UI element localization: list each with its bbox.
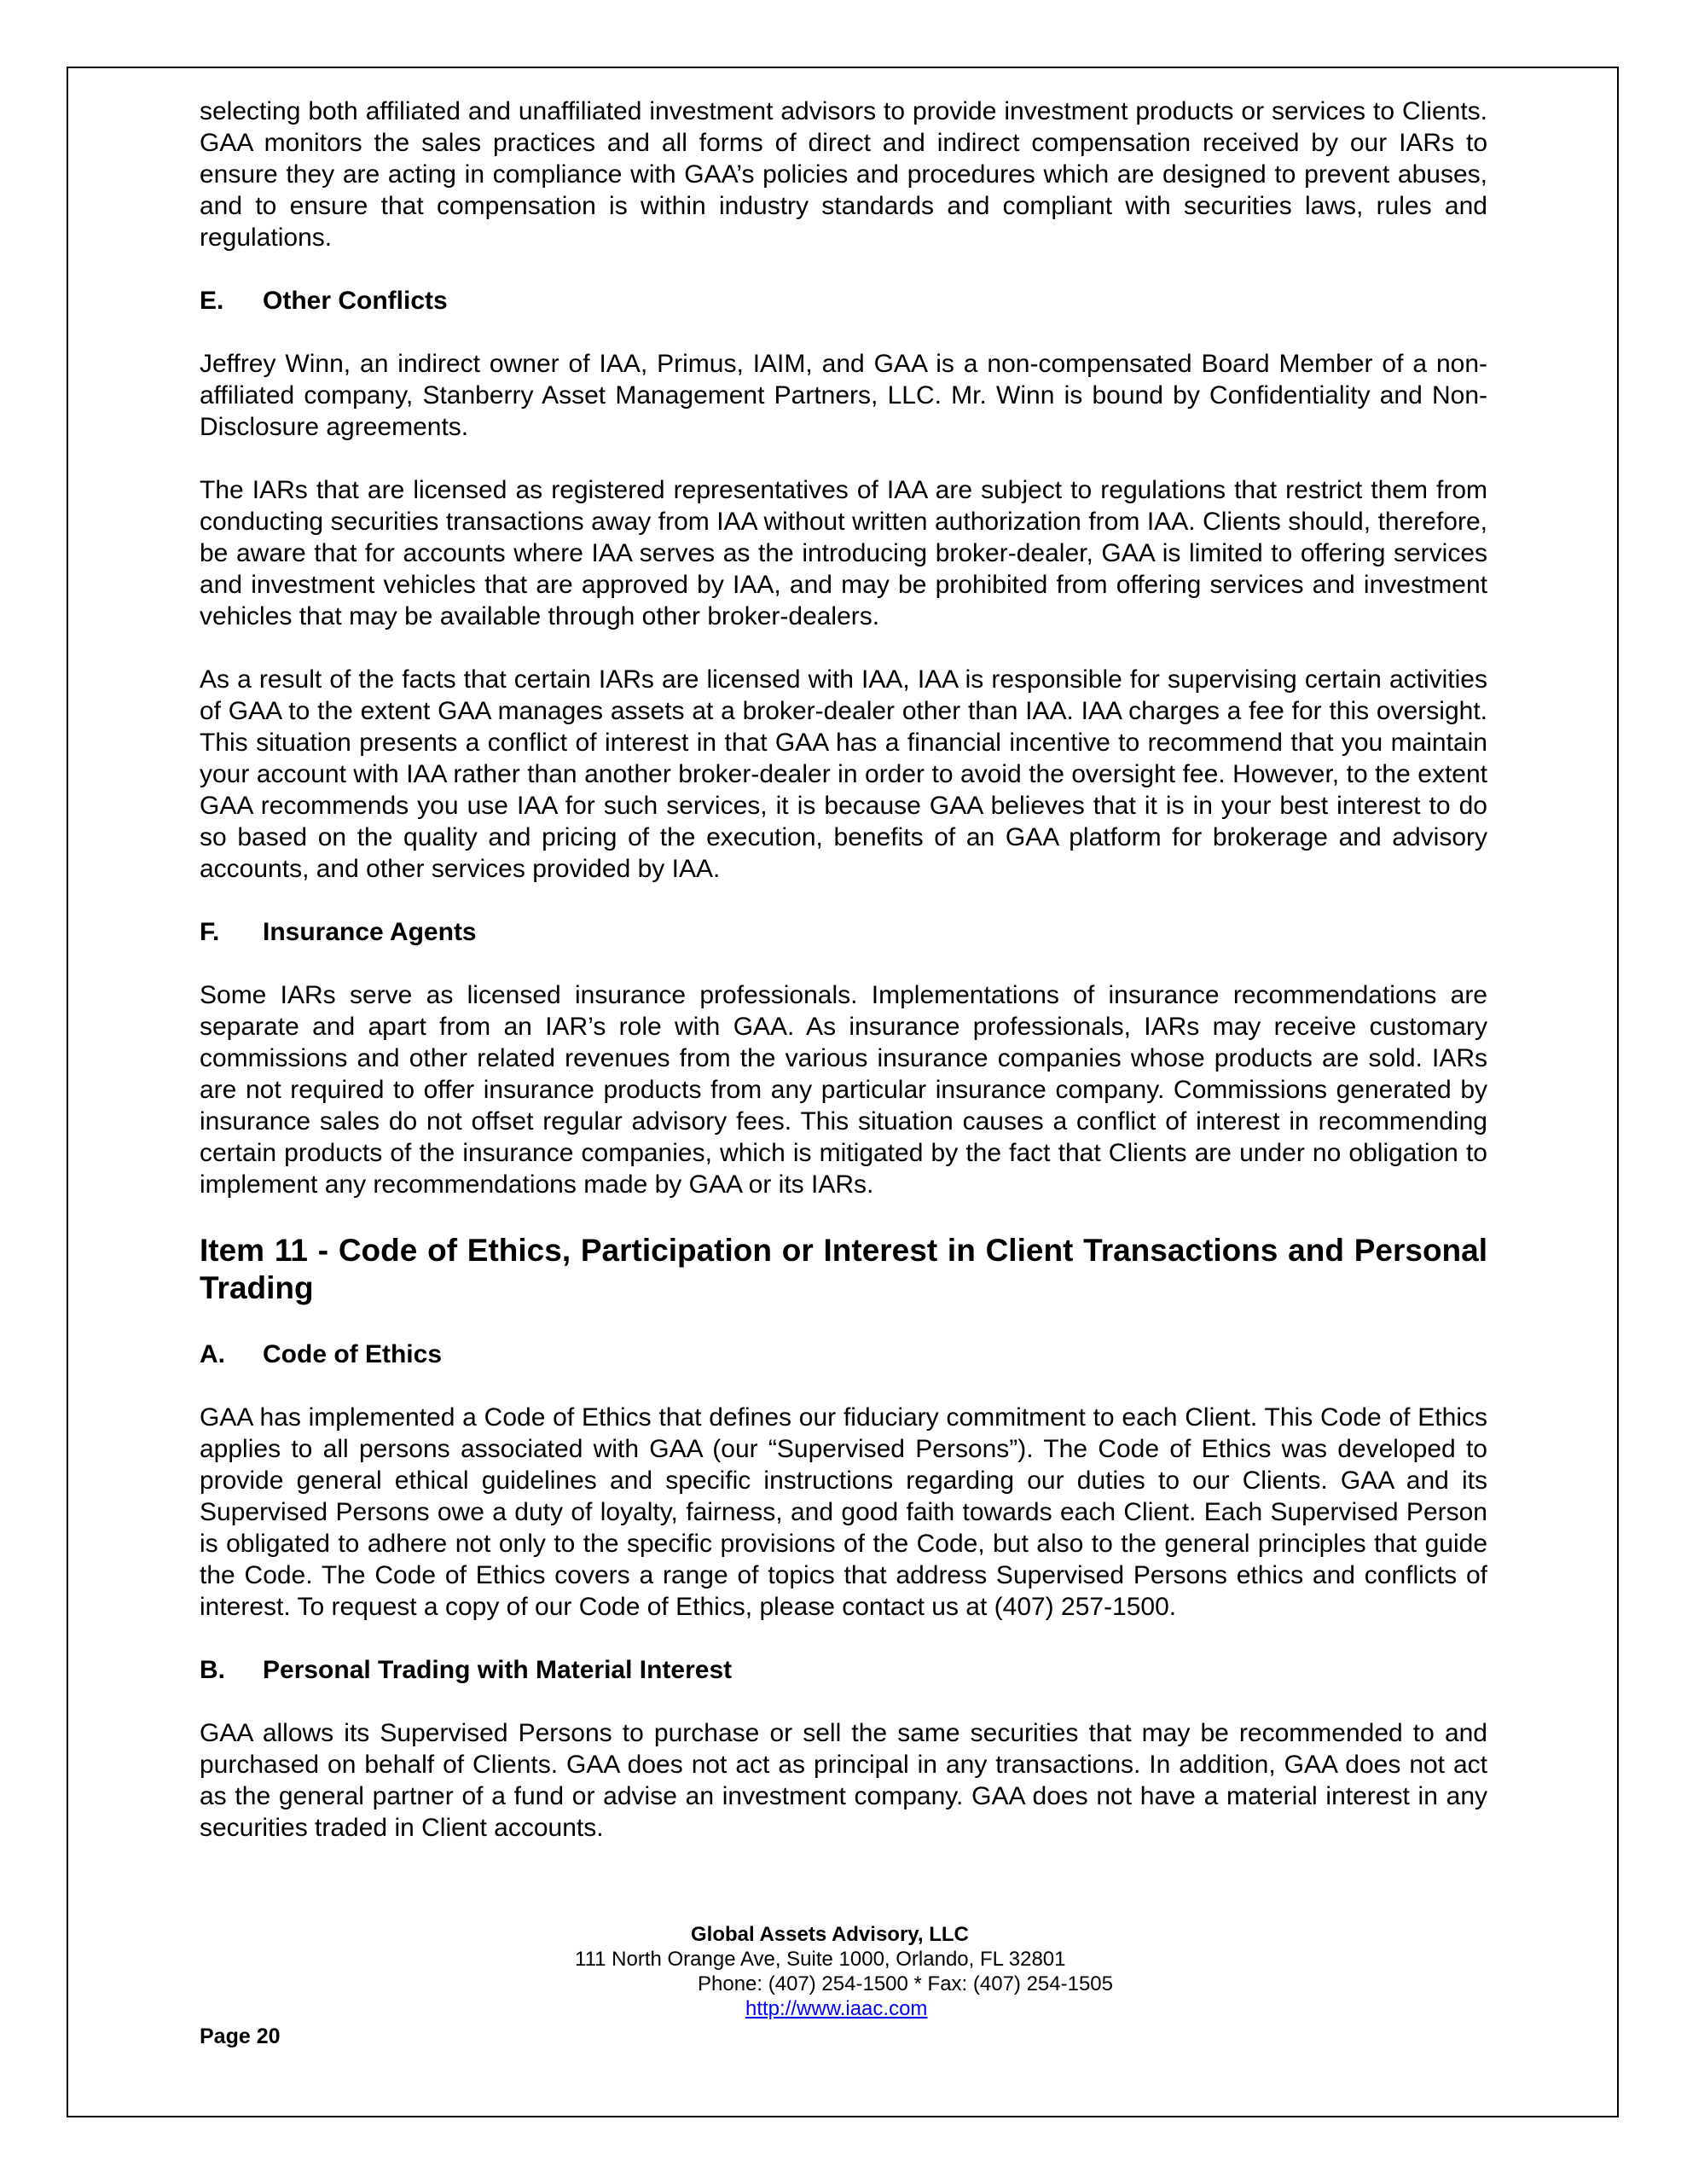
footer-phone: Phone: (407) 254-1500 * Fax: (407) 254-1505 bbox=[698, 1972, 1113, 1995]
section-heading-personal-trading bbox=[200, 1654, 1487, 1686]
page-number: Page 20 bbox=[200, 2024, 281, 2048]
footer-contact bbox=[200, 1922, 1487, 2026]
paragraph: Some IARs serve as licensed insurance professionals. Implementations of insurance recommendations are separate and apart from an IAR’s role with GAA. As insurance professionals, IARs may receive customary commissions and other related revenues from the various insurance companies whose products are sold. IARs are not required to offer insurance products from any particular insurance company. Commissions generated by insurance sales do not offset regular advisory fees. This situation causes a conflict of interest in recommending certain products of the insurance companies, which is mitigated by the fact that Clients are under no obligation to implement any recommendations made by GAA or its IARs. bbox=[200, 981, 1487, 1199]
section-letter: B. bbox=[200, 1656, 225, 1684]
section-letter: A. bbox=[200, 1340, 225, 1368]
footer-website-link[interactable]: http://www.iaac.com bbox=[745, 1997, 928, 2020]
paragraph: The IARs that are licensed as registered representatives of IAA are subject to regulations that restrict them from conducting securities transactions away from IAA without written authorization from IAA. Clients should, therefore, be aware that for accounts where IAA serves as the introducing broker-dealer, GAA is limited to offering services and investment vehicles that are approved by IAA, and may be prohibited from offering services and investment vehicles that may be available through other broker-dealers. bbox=[200, 476, 1487, 630]
page-footer bbox=[200, 1922, 1487, 2048]
paragraph: GAA allows its Supervised Persons to purchase or sell the same securities that may be recommended to and purchased on behalf of Clients. GAA does not act as principal in any transactions. In addition, GAA does not act as the general partner of a fund or advise an investment company. GAA does not have a material interest in any securities traded in Client accounts. bbox=[200, 1719, 1487, 1842]
section-title: Personal Trading with Material Interest bbox=[263, 1656, 733, 1684]
intro-paragraph: selecting both affiliated and unaffiliated investment advisors to provide investment products or services to Clients. GAA monitors the sales practices and all forms of direct and indirect compensation received by our IARs to ensure they are acting in compliance with GAA’s policies and procedures which are designed to prevent abuses, and to ensure that compensation is within industry standards and compliant with securities laws, rules and regulations. bbox=[200, 97, 1487, 252]
paragraph: As a result of the facts that certain IARs are licensed with IAA, IAA is responsible for supervising certain activities of GAA to the extent GAA manages assets at a broker-dealer other than IAA. IAA charges a fee for this oversight. This situation presents a conflict of interest in that GAA has a financial incentive to recommend that you maintain your account with IAA rather than another broker-dealer in order to avoid the oversight fee. However, to the extent GAA recommends you use IAA for such services, it is because GAA believes that it is in your best interest to do so based on the quality and pricing of the execution, benefits of an GAA platform for brokerage and advisory accounts, and other services provided by IAA. bbox=[200, 665, 1487, 883]
section-letter: F. bbox=[200, 918, 220, 946]
paragraph: GAA has implemented a Code of Ethics that defines our fiduciary commitment to each Client. This Code of Ethics applies to all persons associated with GAA (our “Supervised Persons”). The Code of Ethics was developed to provide general ethical guidelines and specific instructions regarding our duties to our Clients. GAA and its Supervised Persons owe a duty of loyalty, fairness, and good faith towards each Client. Each Supervised Person is obligated to adhere not only to the specific provisions of the Code, but also to the general principles that guide the Code. The Code of Ethics covers a range of topics that address Supervised Persons ethics and conflicts of interest. To request a copy of our Code of Ethics, please contact us at (407) 257-1500. bbox=[200, 1403, 1487, 1621]
section-title: Code of Ethics bbox=[263, 1340, 443, 1368]
section-letter: E. bbox=[200, 287, 224, 315]
document-body bbox=[200, 96, 1487, 1875]
section-title: Insurance Agents bbox=[263, 918, 477, 946]
section-heading-code-of-ethics bbox=[200, 1339, 1487, 1370]
section-heading-insurance-agents bbox=[200, 916, 1487, 948]
footer-company: Global Assets Advisory, LLC bbox=[691, 1923, 969, 1946]
section-title: Other Conflicts bbox=[263, 287, 448, 315]
item-11-heading: Item 11 - Code of Ethics, Participation or Interest in Client Transactions and Personal Trading bbox=[200, 1233, 1487, 1305]
paragraph: Jeffrey Winn, an indirect owner of IAA, Primus, IAIM, and GAA is a non-compensated Board Member of a non-affiliated company, Stanberry Asset Management Partners, LLC. Mr. Winn is bound by Confidentiality and Non-Disclosure agreements. bbox=[200, 350, 1487, 441]
section-heading-other-conflicts bbox=[200, 285, 1487, 317]
footer-address: 111 North Orange Ave, Suite 1000, Orlando, FL 32801 bbox=[575, 1948, 1066, 1971]
